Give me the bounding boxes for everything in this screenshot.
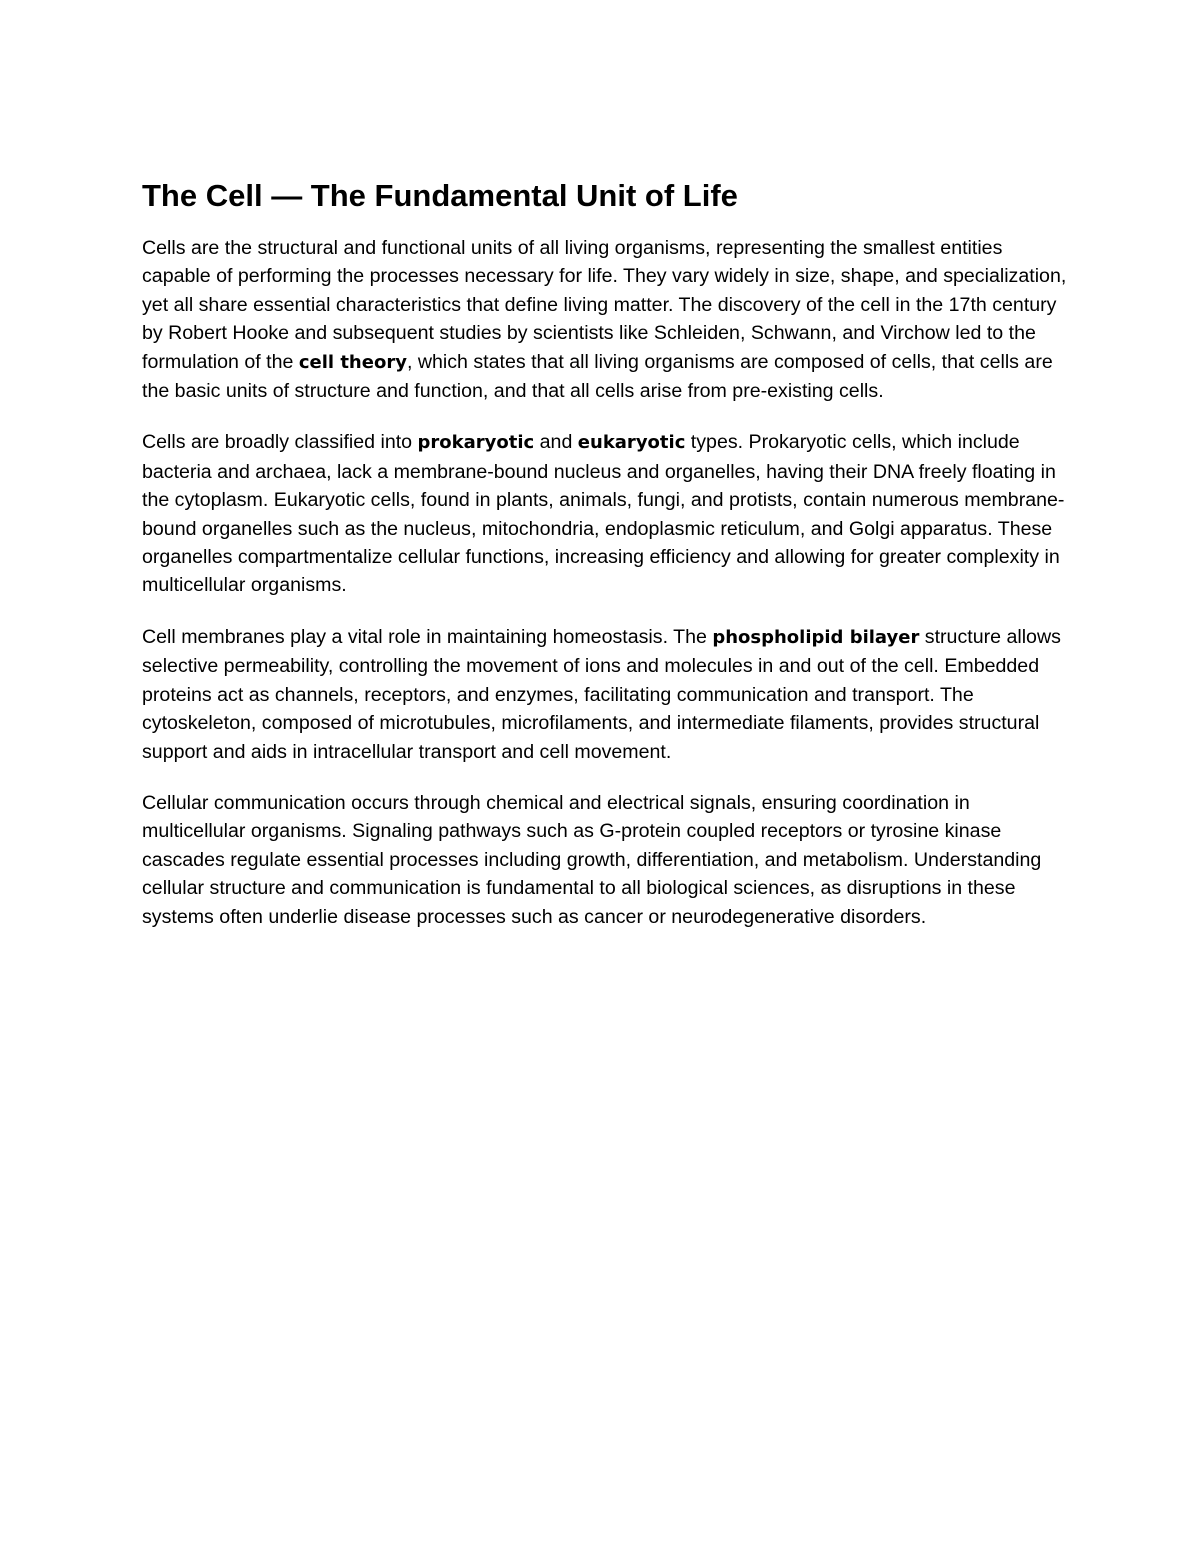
paragraph-4 <box>142 789 1067 931</box>
term-phospholipid-bilayer: phospholipid bilayer <box>712 626 920 648</box>
paragraph-2-text-3: types. Prokaryotic cells, which include bacteria and archaea, lack a membrane-bound nucleus and organelles, having their DNA freely floating in the cytoplasm. Eukaryotic cells, found in plants, animals, fungi, and protists, contain numerous membrane-bound organelles such as the nucleus, mitochondria, endoplasmic reticulum, and Golgi apparatus. These organelles compartmentalize cellular functions, increasing efficiency and allowing for greater complexity in multicellular organisms. <box>142 431 1065 597</box>
term-prokaryotic: prokaryotic <box>417 432 535 454</box>
paragraph-3 <box>142 623 1067 766</box>
paragraph-3-text-2: structure allows selective permeability, controlling the movement of ions and molecules in and out of the cell. Embedded proteins act as channels, receptors, and enzymes, facilitating communication and transport. The cytoskeleton, composed of microtubules, microfilaments, and intermediate filaments, provides structural support and aids in intracellular transport and cell movement. <box>142 625 1061 763</box>
paragraph-1 <box>142 234 1067 405</box>
paragraph-4-text-1: Cellular communication occurs through chemical and electrical signals, ensuring coordination in multicellular organisms. Signaling pathways such as G-protein coupled receptors or tyrosine kinase cascades regulate essential processes including growth, differentiation, and metabolism. Understanding cellular structure and communication is fundamental to all biological sciences, as disruptions in these systems often underlie disease processes such as cancer or neurodegenerative disorders. <box>142 791 1042 928</box>
paragraph-2 <box>142 428 1067 599</box>
paragraph-1-text-1: Cells are the structural and functional units of all living organisms, representing the smallest entities capable of performing the processes necessary for life. They vary widely in size, shape, and specialization, yet all share essential characteristics that define living matter. The discovery of the cell in the 17th century by Robert Hooke and subsequent studies by scientists like Schleiden, Schwann, and Virchow led to the formulation of the <box>142 237 1067 373</box>
paragraph-2-text-2: and <box>534 431 578 454</box>
paragraph-1-text-2: , which states that all living organisms are composed of cells, that cells are the basic units of structure and function, and that all cells arise from pre-existing cells. <box>142 350 1053 403</box>
document-title: The Cell — The Fundamental Unit of Life <box>142 178 738 213</box>
term-eukaryotic: eukaryotic <box>577 432 686 454</box>
document-page <box>142 176 1067 954</box>
term-cell-theory: cell theory <box>298 351 407 373</box>
paragraph-2-text-1: Cells are broadly classified into <box>142 431 418 454</box>
paragraph-3-text-1: Cell membranes play a vital role in maintaining homeostasis. The <box>142 625 713 648</box>
